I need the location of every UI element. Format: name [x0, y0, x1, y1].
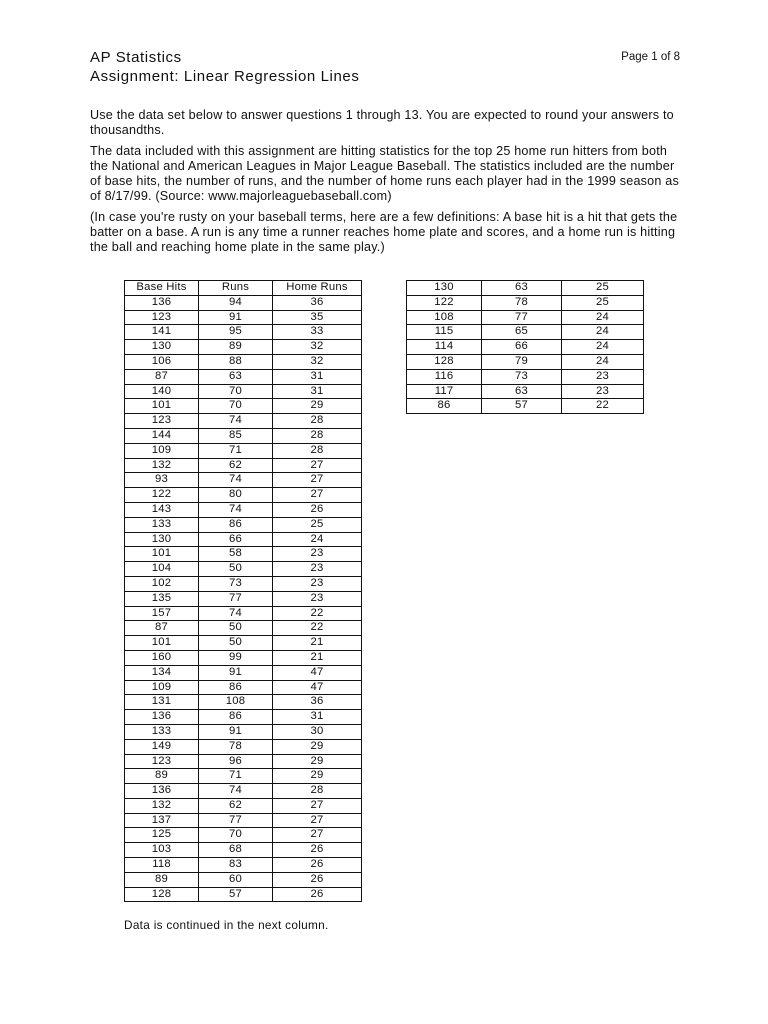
cell-base-hits: 93	[125, 473, 199, 488]
cell-home-runs: 26	[273, 887, 362, 902]
cell-runs: 63	[199, 369, 273, 384]
table-row	[125, 399, 362, 414]
cell-home-runs: 31	[273, 384, 362, 399]
cell-base-hits: 89	[125, 872, 199, 887]
cell-base-hits: 131	[125, 695, 199, 710]
cell-runs: 96	[199, 754, 273, 769]
table-row	[125, 621, 362, 636]
table-row	[125, 650, 362, 665]
table-row	[125, 591, 362, 606]
cell-runs: 83	[199, 858, 273, 873]
description-paragraph: The data included with this assignment are hitting statistics for the top 25 home run hitters from both the National and American Leagues in Major League Baseball. The statistics included are the number of base hits, the number of runs, and the number of home runs each player had in the 1999 season as of 8/17/99. (Source: www.majorleaguebaseball.com)	[90, 144, 679, 203]
cell-home-runs: 23	[273, 547, 362, 562]
cell-runs: 79	[482, 354, 562, 369]
cell-home-runs: 25	[562, 295, 644, 310]
table-row	[125, 488, 362, 503]
table-row	[125, 813, 362, 828]
cell-base-hits: 123	[125, 310, 199, 325]
cell-runs: 73	[482, 369, 562, 384]
cell-base-hits: 137	[125, 813, 199, 828]
table-row	[125, 384, 362, 399]
table-row	[125, 443, 362, 458]
table-row	[125, 458, 362, 473]
cell-base-hits: 104	[125, 562, 199, 577]
table-header-row	[125, 281, 362, 296]
cell-runs: 95	[199, 325, 273, 340]
cell-home-runs: 28	[273, 428, 362, 443]
table-row	[125, 784, 362, 799]
table-row	[125, 680, 362, 695]
cell-home-runs: 26	[273, 843, 362, 858]
cell-base-hits: 87	[125, 369, 199, 384]
document-header	[90, 48, 680, 86]
cell-base-hits: 149	[125, 739, 199, 754]
table-row	[407, 310, 644, 325]
table-row	[407, 340, 644, 355]
cell-home-runs: 30	[273, 724, 362, 739]
cell-base-hits: 136	[125, 710, 199, 725]
cell-runs: 77	[199, 591, 273, 606]
cell-base-hits: 134	[125, 665, 199, 680]
cell-base-hits: 116	[407, 369, 482, 384]
cell-home-runs: 24	[273, 532, 362, 547]
cell-home-runs: 47	[273, 680, 362, 695]
table-row	[407, 281, 644, 296]
cell-base-hits: 133	[125, 517, 199, 532]
table-row	[125, 310, 362, 325]
cell-home-runs: 24	[562, 354, 644, 369]
cell-home-runs: 26	[273, 858, 362, 873]
cell-base-hits: 141	[125, 325, 199, 340]
cell-base-hits: 123	[125, 754, 199, 769]
cell-base-hits: 122	[407, 295, 482, 310]
cell-runs: 86	[199, 710, 273, 725]
cell-home-runs: 21	[273, 650, 362, 665]
cell-runs: 74	[199, 414, 273, 429]
assignment-title: Assignment: Linear Regression Lines	[90, 68, 360, 85]
cell-runs: 63	[482, 384, 562, 399]
cell-home-runs: 22	[273, 606, 362, 621]
cell-base-hits: 102	[125, 576, 199, 591]
table-row	[125, 502, 362, 517]
cell-home-runs: 27	[273, 488, 362, 503]
column-header-base-hits: Base Hits	[125, 281, 199, 296]
table-row	[125, 295, 362, 310]
cell-home-runs: 21	[273, 636, 362, 651]
cell-runs: 73	[199, 576, 273, 591]
cell-base-hits: 143	[125, 502, 199, 517]
cell-runs: 77	[482, 310, 562, 325]
cell-runs: 89	[199, 340, 273, 355]
cell-home-runs: 28	[273, 414, 362, 429]
cell-runs: 78	[482, 295, 562, 310]
cell-runs: 68	[199, 843, 273, 858]
column-header-home-runs: Home Runs	[273, 281, 362, 296]
cell-runs: 57	[199, 887, 273, 902]
cell-base-hits: 101	[125, 636, 199, 651]
cell-base-hits: 135	[125, 591, 199, 606]
instructions	[90, 108, 680, 261]
continued-note: Data is continued in the next column.	[124, 918, 329, 932]
table-row	[125, 858, 362, 873]
cell-base-hits: 130	[125, 532, 199, 547]
instruction-paragraph: Use the data set below to answer questions 1 through 13. You are expected to round your answers to thousandths.	[90, 108, 674, 137]
table-row	[125, 547, 362, 562]
cell-runs: 62	[199, 798, 273, 813]
cell-base-hits: 125	[125, 828, 199, 843]
cell-runs: 85	[199, 428, 273, 443]
table-row	[125, 340, 362, 355]
cell-home-runs: 47	[273, 665, 362, 680]
cell-base-hits: 101	[125, 399, 199, 414]
table-row	[407, 354, 644, 369]
cell-runs: 91	[199, 665, 273, 680]
table-row	[125, 769, 362, 784]
cell-home-runs: 27	[273, 828, 362, 843]
cell-runs: 91	[199, 724, 273, 739]
cell-base-hits: 86	[407, 399, 482, 414]
definitions-paragraph: (In case you're rusty on your baseball terms, here are a few definitions: A base hit is a hit that gets the batter on a base. A run is any time a runner reaches home plate and scores, and a home run is hitting the ball and reaching home plate in the same play.)	[90, 210, 678, 254]
cell-runs: 60	[199, 872, 273, 887]
cell-runs: 74	[199, 502, 273, 517]
cell-base-hits: 115	[407, 325, 482, 340]
cell-runs: 70	[199, 384, 273, 399]
cell-runs: 74	[199, 784, 273, 799]
table-row	[125, 665, 362, 680]
table-row	[407, 325, 644, 340]
table-row	[125, 872, 362, 887]
cell-runs: 70	[199, 399, 273, 414]
cell-runs: 50	[199, 621, 273, 636]
cell-base-hits: 136	[125, 784, 199, 799]
cell-base-hits: 109	[125, 443, 199, 458]
cell-base-hits: 108	[407, 310, 482, 325]
cell-runs: 86	[199, 680, 273, 695]
table-row	[407, 384, 644, 399]
cell-runs: 108	[199, 695, 273, 710]
cell-base-hits: 128	[125, 887, 199, 902]
cell-base-hits: 144	[125, 428, 199, 443]
cell-runs: 71	[199, 769, 273, 784]
cell-home-runs: 31	[273, 710, 362, 725]
page-number: Page 1 of 8	[621, 51, 680, 63]
table-row	[125, 828, 362, 843]
cell-base-hits: 132	[125, 458, 199, 473]
cell-runs: 66	[482, 340, 562, 355]
cell-home-runs: 22	[273, 621, 362, 636]
cell-home-runs: 25	[562, 281, 644, 296]
cell-runs: 86	[199, 517, 273, 532]
table-row	[125, 562, 362, 577]
table-row	[125, 798, 362, 813]
cell-home-runs: 31	[273, 369, 362, 384]
table-row	[125, 724, 362, 739]
cell-base-hits: 136	[125, 295, 199, 310]
cell-home-runs: 29	[273, 769, 362, 784]
cell-runs: 70	[199, 828, 273, 843]
table-row	[125, 710, 362, 725]
course-title: AP Statistics	[90, 49, 182, 66]
table-row	[125, 428, 362, 443]
cell-home-runs: 33	[273, 325, 362, 340]
cell-home-runs: 36	[273, 295, 362, 310]
cell-runs: 77	[199, 813, 273, 828]
cell-home-runs: 27	[273, 798, 362, 813]
cell-base-hits: 133	[125, 724, 199, 739]
cell-home-runs: 28	[273, 784, 362, 799]
cell-runs: 62	[199, 458, 273, 473]
data-table-left	[124, 280, 362, 902]
cell-home-runs: 24	[562, 340, 644, 355]
table-row	[125, 695, 362, 710]
table-row	[125, 576, 362, 591]
cell-base-hits: 106	[125, 354, 199, 369]
cell-base-hits: 89	[125, 769, 199, 784]
table-row	[407, 399, 644, 414]
cell-base-hits: 132	[125, 798, 199, 813]
data-table-right	[406, 280, 644, 414]
table-row	[407, 295, 644, 310]
cell-base-hits: 140	[125, 384, 199, 399]
table-row	[125, 739, 362, 754]
column-header-runs: Runs	[199, 281, 273, 296]
cell-home-runs: 23	[562, 369, 644, 384]
cell-runs: 50	[199, 636, 273, 651]
cell-home-runs: 27	[273, 813, 362, 828]
cell-runs: 88	[199, 354, 273, 369]
cell-base-hits: 117	[407, 384, 482, 399]
cell-base-hits: 160	[125, 650, 199, 665]
table-row	[125, 369, 362, 384]
table-row	[125, 354, 362, 369]
cell-runs: 94	[199, 295, 273, 310]
cell-home-runs: 29	[273, 739, 362, 754]
table-row	[125, 325, 362, 340]
cell-runs: 65	[482, 325, 562, 340]
cell-base-hits: 109	[125, 680, 199, 695]
table-row	[125, 843, 362, 858]
cell-base-hits: 87	[125, 621, 199, 636]
table-row	[125, 636, 362, 651]
cell-home-runs: 24	[562, 310, 644, 325]
cell-runs: 74	[199, 606, 273, 621]
table-row	[125, 473, 362, 488]
cell-base-hits: 128	[407, 354, 482, 369]
table-row	[125, 517, 362, 532]
cell-runs: 66	[199, 532, 273, 547]
cell-home-runs: 32	[273, 340, 362, 355]
cell-runs: 80	[199, 488, 273, 503]
table-row	[125, 532, 362, 547]
cell-base-hits: 157	[125, 606, 199, 621]
cell-home-runs: 22	[562, 399, 644, 414]
cell-home-runs: 25	[273, 517, 362, 532]
cell-home-runs: 36	[273, 695, 362, 710]
cell-home-runs: 23	[562, 384, 644, 399]
cell-base-hits: 130	[125, 340, 199, 355]
table-row	[407, 369, 644, 384]
cell-base-hits: 103	[125, 843, 199, 858]
cell-base-hits: 122	[125, 488, 199, 503]
cell-home-runs: 27	[273, 473, 362, 488]
cell-runs: 63	[482, 281, 562, 296]
cell-runs: 74	[199, 473, 273, 488]
table-row	[125, 414, 362, 429]
cell-runs: 58	[199, 547, 273, 562]
cell-base-hits: 130	[407, 281, 482, 296]
cell-home-runs: 26	[273, 872, 362, 887]
cell-home-runs: 27	[273, 458, 362, 473]
cell-runs: 50	[199, 562, 273, 577]
cell-home-runs: 23	[273, 591, 362, 606]
cell-base-hits: 101	[125, 547, 199, 562]
cell-home-runs: 29	[273, 399, 362, 414]
cell-runs: 99	[199, 650, 273, 665]
cell-home-runs: 28	[273, 443, 362, 458]
cell-home-runs: 32	[273, 354, 362, 369]
cell-home-runs: 23	[273, 562, 362, 577]
table-row	[125, 606, 362, 621]
cell-runs: 91	[199, 310, 273, 325]
cell-runs: 78	[199, 739, 273, 754]
cell-runs: 57	[482, 399, 562, 414]
cell-base-hits: 118	[125, 858, 199, 873]
table-row	[125, 754, 362, 769]
cell-home-runs: 23	[273, 576, 362, 591]
cell-base-hits: 123	[125, 414, 199, 429]
cell-home-runs: 26	[273, 502, 362, 517]
cell-home-runs: 24	[562, 325, 644, 340]
cell-home-runs: 35	[273, 310, 362, 325]
cell-home-runs: 29	[273, 754, 362, 769]
table-row	[125, 887, 362, 902]
cell-base-hits: 114	[407, 340, 482, 355]
cell-runs: 71	[199, 443, 273, 458]
